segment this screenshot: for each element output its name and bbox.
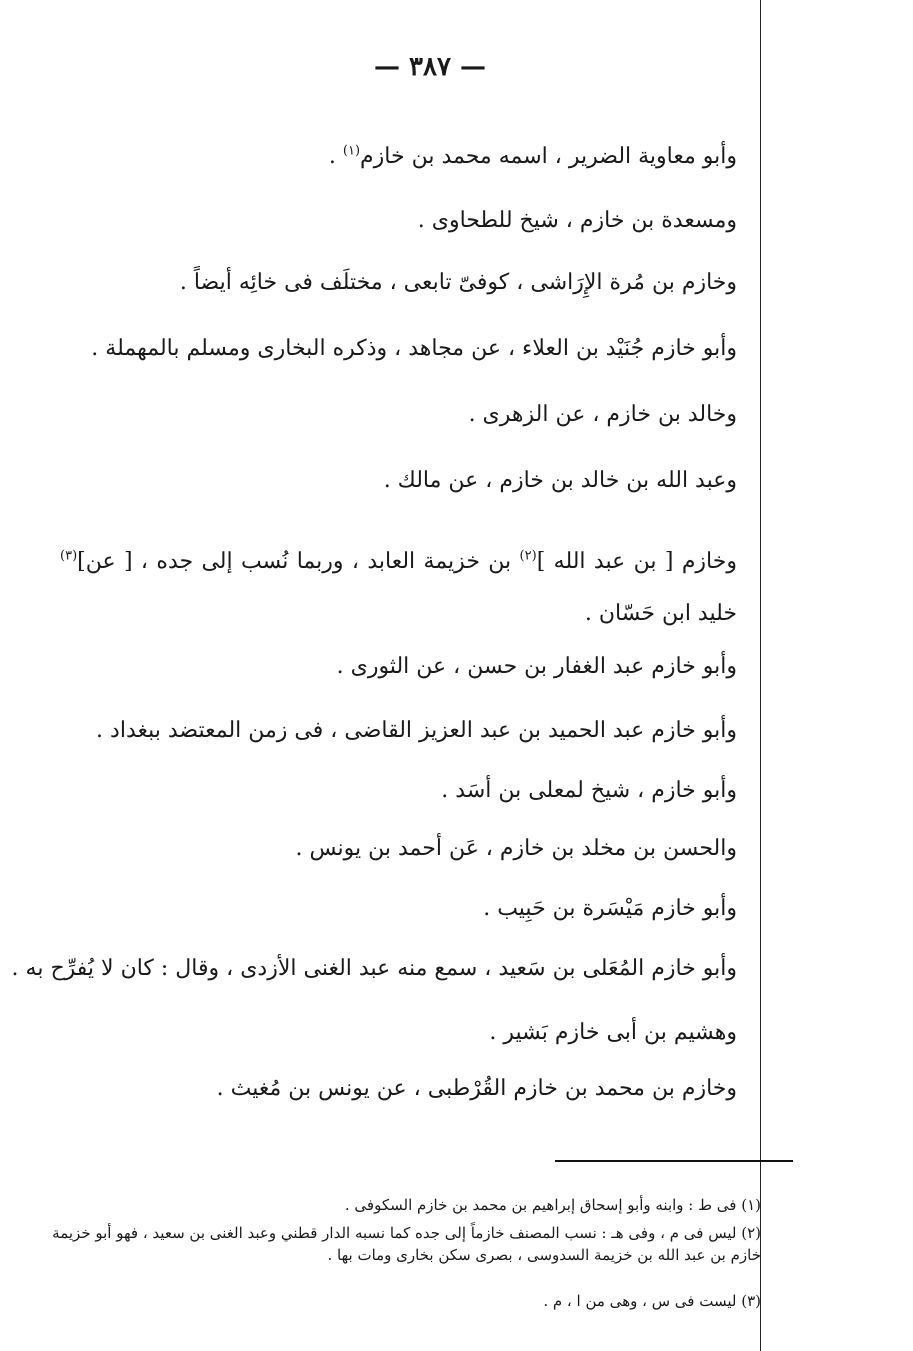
- entry-line: وأبو خازم المُعَلى بن سَعيد ، سمع منه عبد الغنى الأزدى ، وقال : كان لا يُفرِّح به .: [11, 956, 737, 981]
- entry-line: وأبو خازم مَيْسَرة بن حَبِيب .: [483, 896, 737, 921]
- entry-line: والحسن بن مخلد بن خازم ، عَن أحمد بن يونس .: [295, 836, 737, 861]
- entry-line: وخازم [ بن عبد الله ]$^{(٢)}$ بن خزيمة العابد ، وربما نُسب إلى جده ، [ عن]$^{(٣)}$ خليد ابن حَسّان .: [60, 548, 737, 626]
- footnote-marker: (٢): [519, 548, 537, 564]
- footnote: (١) فى ط : وابنه وأبو إسحاق إبراهيم بن محمد بن خازم السكوفى .: [344, 1196, 761, 1214]
- page-number: — ٣٨٧ —: [373, 52, 487, 82]
- entry-line: وخالد بن خازم ، عن الزهرى .: [468, 402, 737, 427]
- entry-line: وأبو خازم عبد الحميد بن عبد العزيز القاضى ، فى زمن المعتضد ببغداد .: [96, 718, 737, 743]
- entry-line: وخازم بن مُرة الإِرَاشى ، كوفىّ تابعى ، مختلَف فى خائِه أيضاً .: [179, 270, 737, 295]
- entry-line: وأبو خازم عبد الغفار بن حسن ، عن الثورى .: [336, 654, 737, 679]
- entry-line: وهشيم بن أبى خازم بَشير .: [489, 1020, 737, 1045]
- footnote: (٢) ليس فى م ، وفى هـ : نسب المصنف خازماً إلى جده كما نسبه الدار قطني وعبد الغنى بن سعيد ، فهو أبو خزيمة خازم بن عبد الله بن خزيمة السدوسى ، بصرى سكن بخارى ومات بها .: [52, 1224, 761, 1264]
- entry-line: وأبو خازم ، شيخ لمعلى بن أسَد .: [441, 778, 737, 803]
- entry-line: وخازم بن محمد بن خازم القُرْطبى ، عن يونس بن مُغيث .: [216, 1076, 737, 1101]
- entry-line: وعبد الله بن خالد بن خازم ، عن مالك .: [383, 468, 737, 493]
- footnote-separator: [555, 1160, 793, 1162]
- margin-rule: [760, 0, 761, 1351]
- footnote-marker: (٣): [60, 548, 78, 564]
- footnote: (٣) ليست فى س ، وهى من ا ، م .: [543, 1292, 761, 1310]
- entry-line: ومسعدة بن خازم ، شيخ للطحاوى .: [417, 208, 737, 233]
- footnote-marker: (١): [342, 143, 361, 159]
- entry-line: وأبو خازم جُنَيْد بن العلاء ، عن مجاهد ، وذكره البخارى ومسلم بالمهملة .: [91, 336, 737, 361]
- entry-line: وأبو معاوية الضرير ، اسمه محمد بن خازم$^{(١)}$ .: [328, 143, 737, 169]
